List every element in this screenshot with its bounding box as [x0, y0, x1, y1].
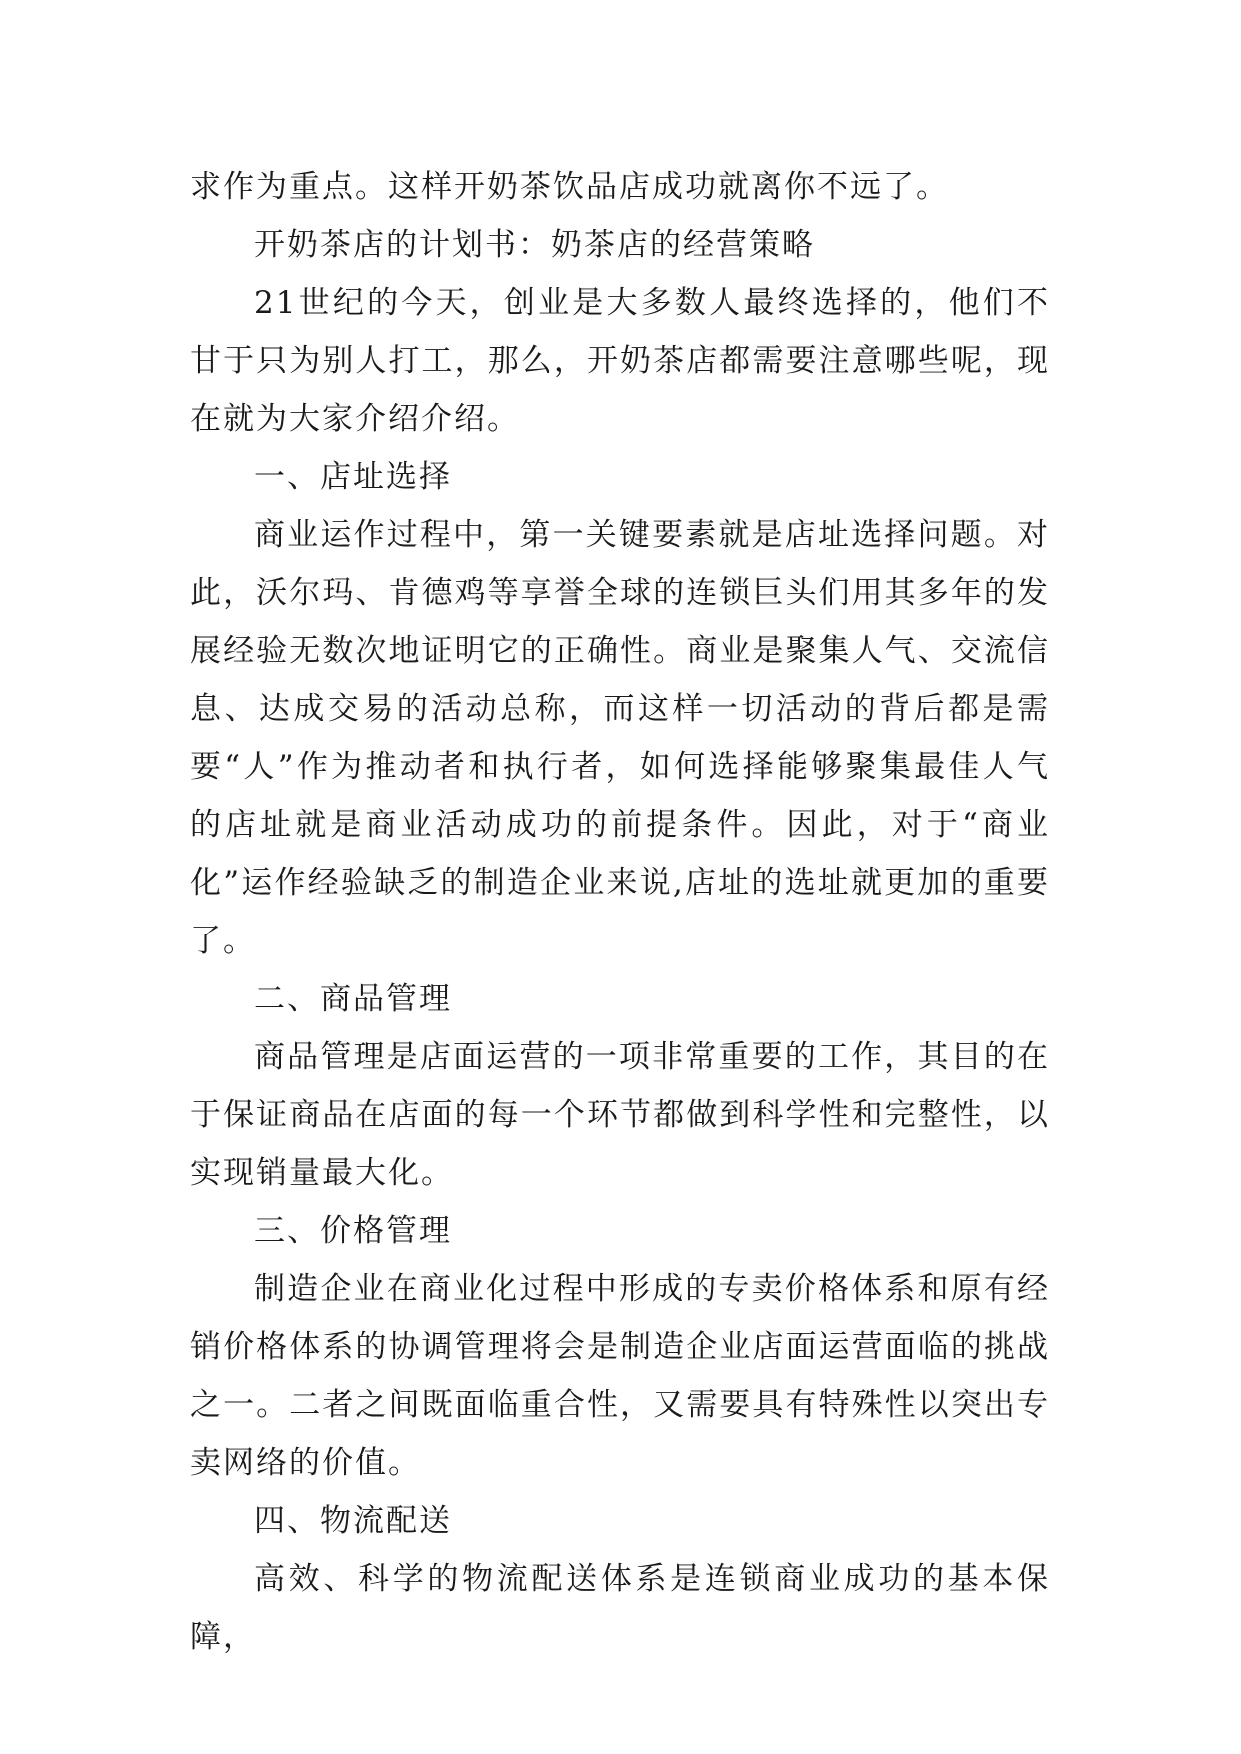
- heading-price: 三、价格管理: [254, 1213, 452, 1249]
- section-title: 开奶茶店的计划书：奶茶店的经营策略: [254, 227, 815, 263]
- heading-logistics: 四、物流配送: [254, 1503, 452, 1539]
- paragraph-goods: 商品管理是店面运营的一项非常重要的工作，其目的在于保证商品在店面的每一个环节都做到科学性和完整性，以实现销量最大化。: [190, 1039, 1050, 1191]
- heading-goods: 二、商品管理: [254, 981, 452, 1017]
- paragraph-price: 制造企业在商业化过程中形成的专卖价格体系和原有经销价格体系的协调管理将会是制造企业店面运营面临的挑战之一。二者之间既面临重合性，又需要具有特殊性以突出专卖网络的价值。: [190, 1271, 1050, 1481]
- paragraph-logistics: 高效、科学的物流配送体系是连锁商业成功的基本保障，: [190, 1561, 1050, 1655]
- document-body: [190, 158, 1050, 1666]
- paragraph-location: 商业运作过程中，第一关键要素就是店址选择问题。对此，沃尔玛、肯德鸡等享誉全球的连锁巨头们用其多年的发展经验无数次地证明它的正确性。商业是聚集人气、交流信息、达成交易的活动总称，而这样一切活动的背后都是需要“人”作为推动者和执行者，如何选择能够聚集最佳人气的店址就是商业活动成功的前提条件。因此，对于“商业化”运作经验缺乏的制造企业来说,店址的选址就更加的重要了。: [190, 517, 1050, 959]
- paragraph-continuation: 求作为重点。这样开奶茶饮品店成功就离你不远了。: [190, 169, 949, 205]
- heading-location: 一、店址选择: [254, 459, 452, 495]
- paragraph-intro: 21世纪的今天，创业是大多数人最终选择的，他们不甘于只为别人打工，那么，开奶茶店都需要注意哪些呢，现在就为大家介绍介绍。: [190, 285, 1050, 437]
